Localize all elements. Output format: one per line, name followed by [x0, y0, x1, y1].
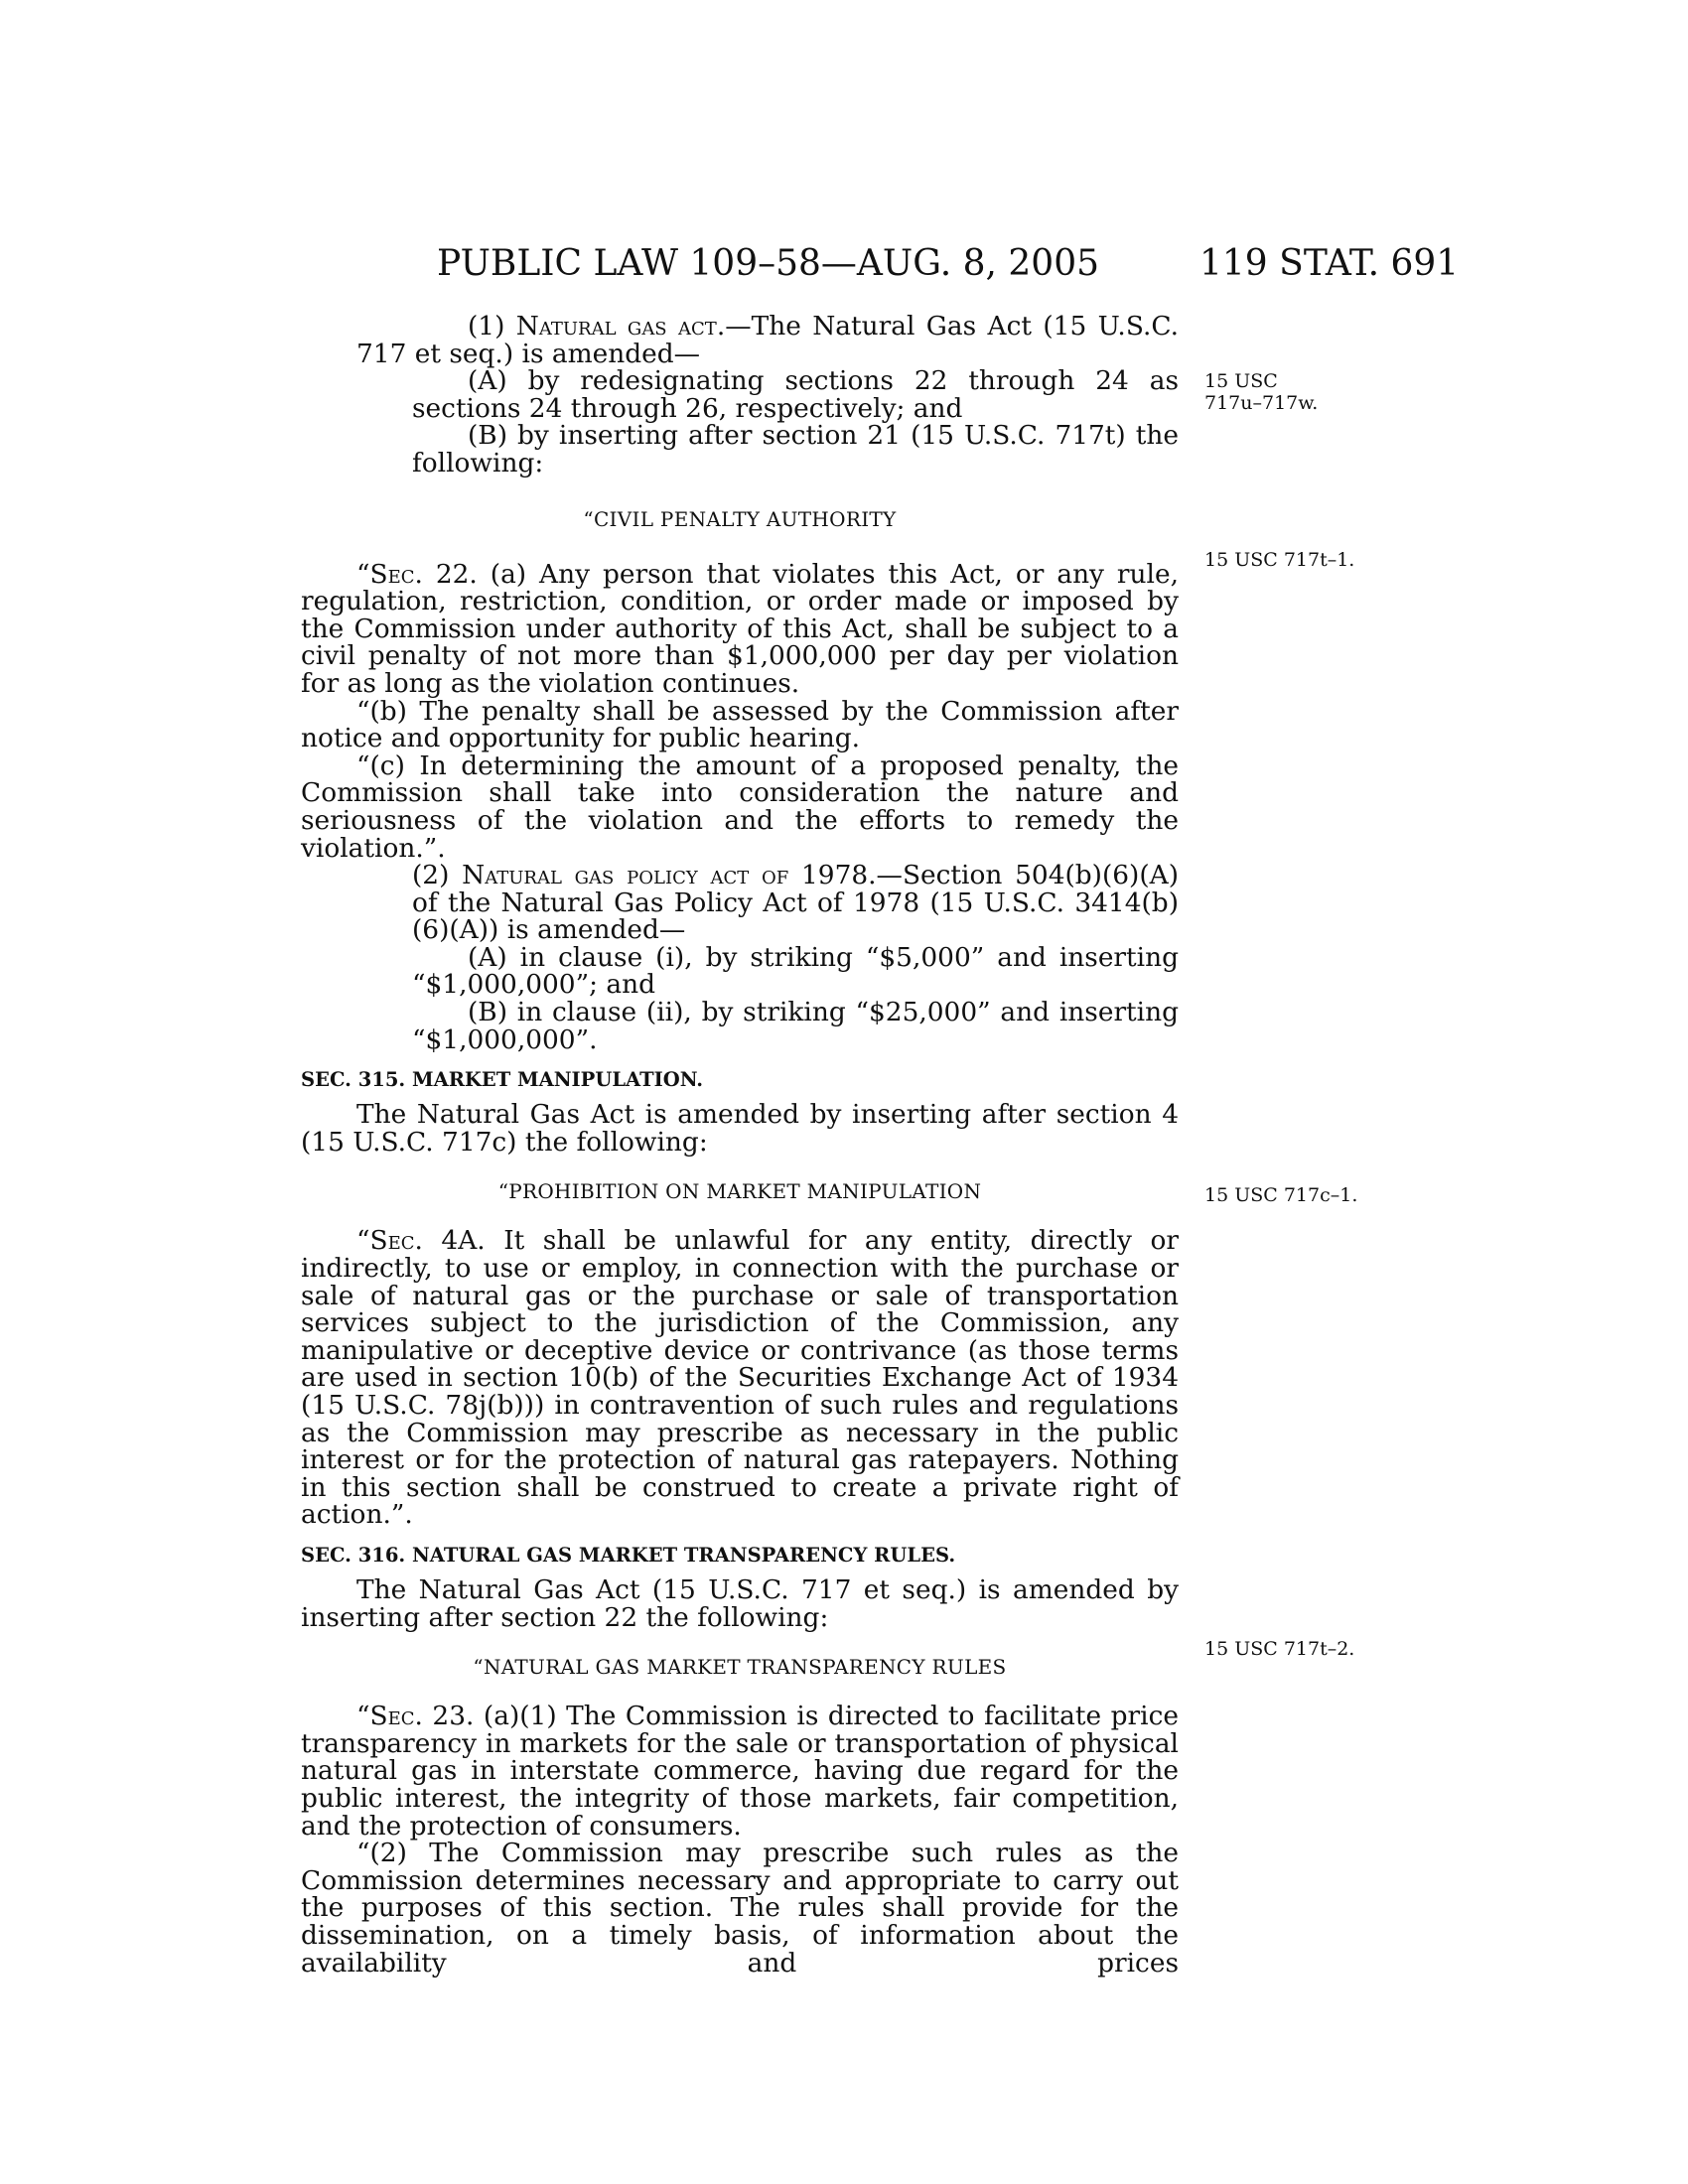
section-22a: [301, 558, 1179, 699]
s4a-text: . 4A. It shall be unlawful for any entity, directly or indirectly, to use or employ, in connection with the purchase or sale of natural gas or the purchase or sale of transportation services subject to the jurisdiction of the Commission, any manipulative or deceptive device or contrivance (as those terms are used in section 10(b) of the Securities Exchange Act of 1934 (15 U.S.C. 78j(b))) in contravention of such rules and regulations as the Commission may prescribe as necessary in the public interest or for the protection of natural gas ratepayers. Nothing in this section shall be construed to create a private right of action.”.: [301, 1225, 1179, 1531]
section-23a2: “(2) The Commission may prescribe such rules as the Commission determines necessary and appropriate to carry out the purposes of this section. The rules shall provide for the dissemination, on a timely basis, of information about the availability and prices: [301, 1838, 1179, 1979]
s4a-sec: Sec: [369, 1225, 415, 1257]
margin-note-3: 15 USC 717c–1.: [1204, 1184, 1358, 1206]
p2-heading: Natural gas policy act of 1978: [462, 860, 869, 891]
paragraph-1b: (B) by inserting after section 21 (15 U.S.C. 717t) the following:: [412, 420, 1179, 478]
section-315-text: The Natural Gas Act is amended by inserting after section 4 (15 U.S.C. 717c) the following:: [301, 1099, 1179, 1158]
page-header-stat: 119 STAT. 691: [1199, 243, 1460, 284]
section-315-heading: SEC. 315. MARKET MANIPULATION.: [301, 1068, 704, 1092]
section-22c: “(c) In determining the amount of a proposed penalty, the Commission shall take into consideration the nature and seriousness of the violation and the efforts to remedy the violation.”.: [301, 750, 1179, 864]
s22-text: . 22. (a) Any person that violates this Act, or any rule, regulation, restriction, condition, or order made or imposed by the Commission under authority of this Act, shall be subject to a civil penalty of not more than $1,000,000 per day per violation for as long as the violation continues.: [301, 558, 1179, 699]
p1-rest: .—The Natural Gas Act (15 U.S.C. 717 et seq.) is amended—: [356, 311, 1179, 369]
margin-note-1: 15 USC 717u–717w.: [1204, 370, 1319, 414]
s23-open: “: [356, 1701, 370, 1732]
section-23a1: [301, 1703, 1179, 1840]
paragraph-2: [301, 862, 1179, 944]
p2-num: (2): [412, 860, 463, 891]
section-316-heading: SEC. 316. NATURAL GAS MARKET TRANSPARENCY RULES.: [301, 1543, 956, 1567]
heading-civil-penalty: “CIVIL PENALTY AUTHORITY: [583, 506, 897, 531]
s23-sec: Sec: [369, 1701, 415, 1732]
s4a-open: “: [356, 1225, 370, 1257]
paragraph-1a: (A) by redesignating sections 22 through 24 as sections 24 through 26, respectively; and: [412, 365, 1179, 424]
paragraph-2b: (B) in clause (ii), by striking “$25,000” and inserting “$1,000,000”.: [412, 997, 1179, 1055]
section-316-text: The Natural Gas Act (15 U.S.C. 717 et seq.) is amended by inserting after section 22 the following:: [301, 1573, 1179, 1633]
s23-text: . 23. (a)(1) The Commission is directed to facilitate price transparency in markets for the sale or transportation of physical natural gas in interstate commerce, having due regard for the public interest, the integrity of those markets, fair competition, and the protection of consumers.: [301, 1701, 1179, 1842]
paragraph-1: [301, 313, 1179, 367]
margin-note-4: 15 USC 717t–2.: [1204, 1638, 1355, 1660]
body-text: [301, 313, 1179, 1977]
s22-sec: Sec: [369, 558, 415, 590]
page-header-title: PUBLIC LAW 109–58—AUG. 8, 2005: [437, 243, 1100, 284]
paragraph-2a: (A) in clause (i), by striking “$5,000” and inserting “$1,000,000”; and: [412, 941, 1179, 1001]
s22-open: “: [356, 558, 370, 590]
p1-heading: Natural gas act: [515, 311, 717, 341]
margin-note-2: 15 USC 717t–1.: [1204, 549, 1355, 571]
heading-market-manipulation: “PROHIBITION ON MARKET MANIPULATION: [497, 1179, 982, 1204]
section-22b: “(b) The penalty shall be assessed by the Commission after notice and opportunity for public hearing.: [301, 695, 1179, 754]
section-4a: [301, 1227, 1179, 1529]
p2-rest: .—Section 504(b)(6)(A) of the Natural Gas Policy Act of 1978 (15 U.S.C. 3414(b)(6)(A)) is amended—: [412, 860, 1179, 946]
p1-num: (1): [468, 311, 516, 341]
heading-transparency-rules: “NATURAL GAS MARKET TRANSPARENCY RULES: [473, 1655, 1007, 1680]
